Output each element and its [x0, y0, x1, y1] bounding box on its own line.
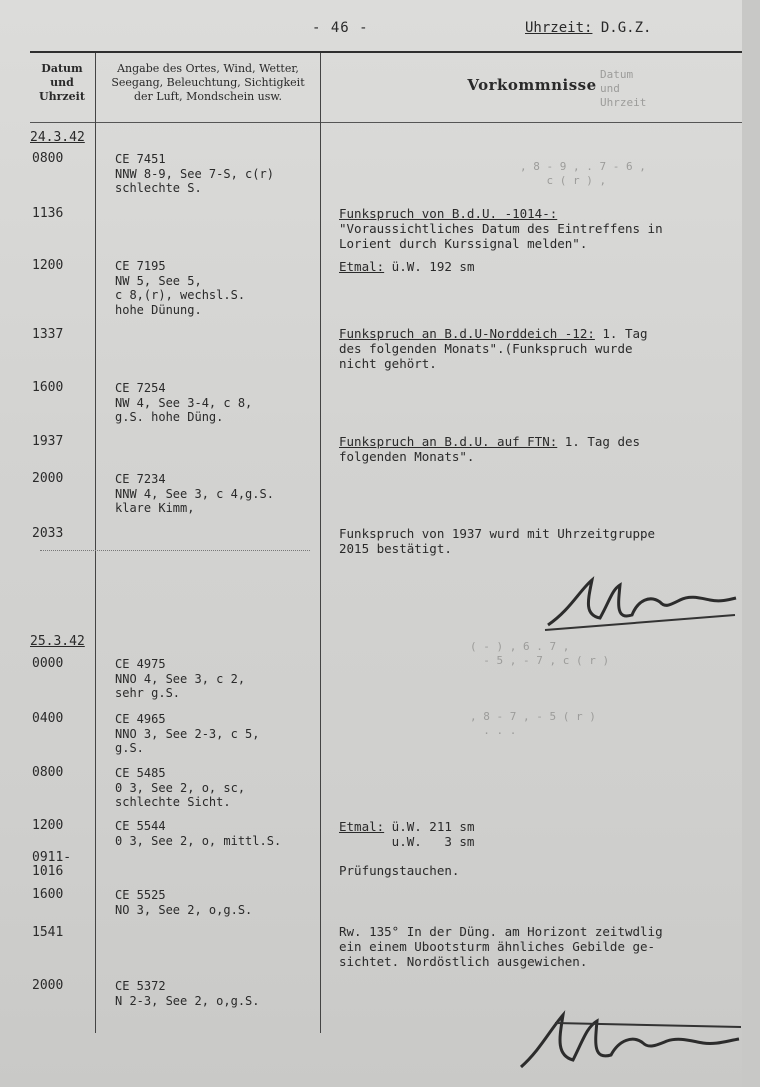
time-zone-note [525, 20, 651, 36]
entry-time: 1200 [32, 258, 64, 273]
entry-time: 0000 [32, 656, 64, 671]
bleed-through: , 8 - 7 , - 5 ( r ) . . . [470, 710, 596, 737]
event-text: 1. Tag des folgenden Monats".(Funkspruch wurde nicht gehört. [339, 326, 648, 371]
signature-stamp [540, 570, 740, 640]
entry-position: CE 5485 0 3, See 2, o, sc, schlechte Sicht. [115, 766, 246, 809]
header-vorkommnisse: Vorkommnisse [467, 76, 597, 94]
entry-position: CE 7195 NW 5, See 5, c 8,(r), wechsl.S. hohe Dünung. [115, 259, 246, 317]
header-datum-line: Datum [41, 62, 83, 75]
event-text: ü.W. 192 sm [384, 259, 475, 274]
entry-time: 1541 [32, 925, 64, 940]
column-divider-1 [95, 53, 96, 1033]
entry-time: 0800 [32, 151, 64, 166]
entry-position: CE 5525 NO 3, See 2, o,g.S. [115, 888, 253, 917]
bleed-through: ( - ) , 6 . 7 , - 5 , - 7 , c ( r ) [470, 640, 610, 667]
entry-position: CE 4965 NNO 3, See 2-3, c 5, g.S. [115, 712, 260, 755]
entry-time: 0400 [32, 711, 64, 726]
header-rule [30, 122, 742, 123]
date-label: 25.3.42 [30, 634, 85, 649]
bleed-through: , 8 - 9 , . 7 - 6 , c ( r ) , [520, 160, 646, 187]
page-number: - 46 - [312, 20, 369, 36]
entry-event [339, 326, 648, 371]
event-heading: Funkspruch von B.d.U. -1014-: [339, 206, 558, 221]
entry-event: Funkspruch von 1937 wurd mit Uhrzeitgruppe 2015 bestätigt. [339, 526, 656, 556]
entry-position: CE 5544 0 3, See 2, o, mittl.S. [115, 819, 282, 848]
entry-event [339, 819, 474, 849]
header-datum [30, 62, 94, 104]
event-heading: Funkspruch an B.d.U. auf FTN: [339, 434, 558, 449]
entry-event [339, 259, 474, 274]
entry-position: CE 7451 NNW 8-9, See 7-S, c(r) schlechte S. [115, 152, 274, 195]
entry-time: 1337 [32, 327, 64, 342]
event-heading: Funkspruch an B.d.U-Norddeich -12: [339, 326, 595, 341]
event-text: ü.W. 211 sm u.W. 3 sm [391, 819, 475, 849]
event-text: 1. Tag des folgenden Monats". [339, 434, 641, 464]
header-angabe-line: Angabe des Ortes, Wind, Wetter, [117, 62, 299, 75]
signature-stamp [515, 1005, 745, 1075]
entry-time: 0911- 1016 [32, 850, 72, 879]
entry-position: CE 5372 N 2-3, See 2, o,g.S. [115, 979, 260, 1008]
header-angabe-line: der Luft, Mondschein usw. [133, 90, 283, 103]
top-rule [30, 51, 742, 53]
event-text: "Voraussichtliches Datum des Eintreffens in Lorient durch Kurssignal melden". [339, 221, 663, 251]
column-divider-2 [320, 53, 321, 1033]
entry-event: Rw. 135° In der Düng. am Horizont zeitwdlig ein einem Ubootsturm ähnliches Gebilde ge- sichtet. Nordöstlich ausgewichen. [339, 924, 663, 969]
event-heading: Etmal: [339, 819, 385, 834]
entry-event [339, 434, 640, 464]
entry-time: 2033 [32, 526, 64, 541]
bleed-through: Datum und Uhrzeit [600, 68, 647, 109]
event-heading: Etmal: [339, 259, 385, 274]
entry-time: 2000 [32, 978, 64, 993]
entry-time: 1136 [32, 206, 64, 221]
header-datum-line: Uhrzeit [39, 90, 85, 103]
entry-position: CE 7234 NNW 4, See 3, c 4,g.S. klare Kimm, [115, 472, 274, 515]
entry-time: 1937 [32, 434, 64, 449]
entry-time: 1600 [32, 887, 64, 902]
header-angabe [98, 62, 318, 104]
dotted-separator [40, 550, 310, 551]
header-datum-line: und [50, 76, 74, 89]
header-angabe-line: Seegang, Beleuchtung, Sichtigkeit [111, 76, 305, 89]
entry-position: CE 7254 NW 4, See 3-4, c 8, g.S. hohe Düng. [115, 381, 253, 424]
entry-time: 1600 [32, 380, 64, 395]
uhrzeit-value: D.G.Z. [600, 20, 652, 36]
entry-position: CE 4975 NNO 4, See 3, c 2, sehr g.S. [115, 657, 246, 700]
date-label: 24.3.42 [30, 130, 85, 145]
entry-event [339, 206, 663, 251]
entry-time: 0800 [32, 765, 64, 780]
entry-time: 1200 [32, 818, 64, 833]
entry-event: Prüfungstauchen. [339, 863, 460, 878]
uhrzeit-label: Uhrzeit: [525, 20, 593, 36]
page-edge [742, 0, 760, 1087]
entry-time: 2000 [32, 471, 64, 486]
